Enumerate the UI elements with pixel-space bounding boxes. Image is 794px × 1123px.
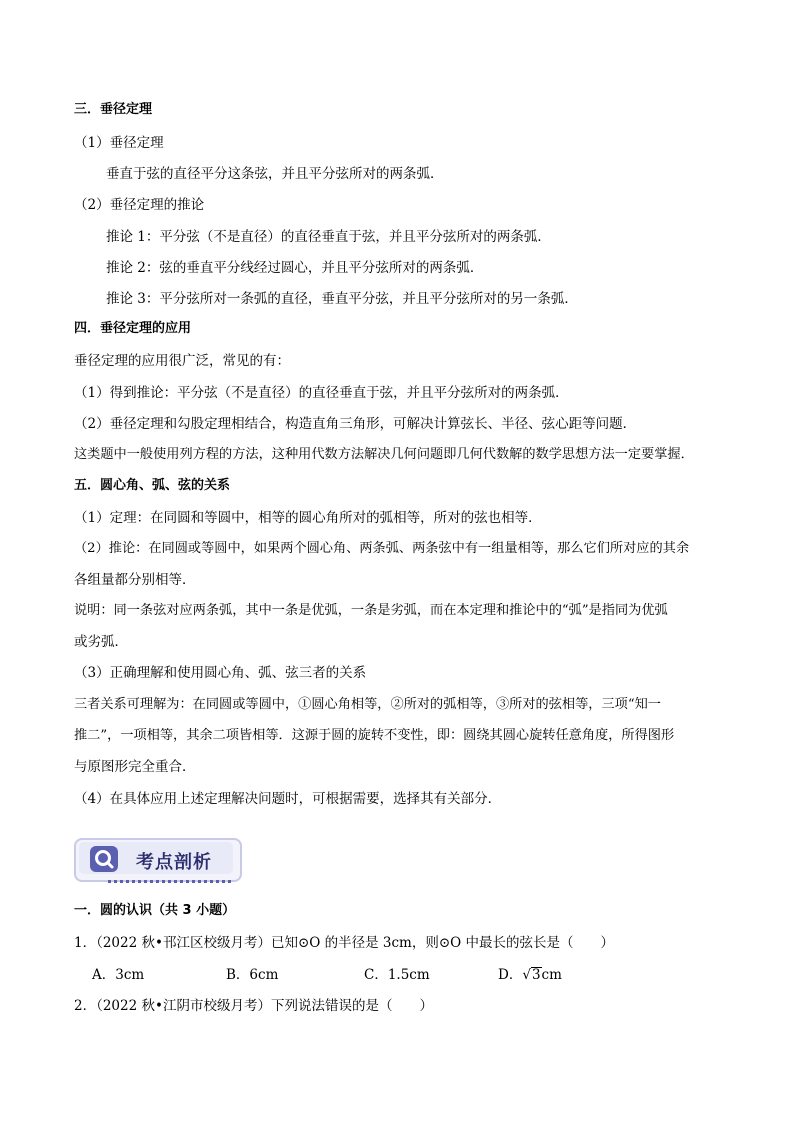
sqrt-symbol: √ xyxy=(522,967,531,983)
subheading-theorem: （1）垂径定理 xyxy=(74,135,164,151)
magnifier-icon xyxy=(88,844,122,874)
relation-understanding-line2: 推二”，一项相等，其余二项皆相等．这源于圆的旋转不变性，即：圆绕其圆心旋转任意角度，所得图形 xyxy=(74,728,675,743)
theorem-text: 垂直于弦的直径平分这条弦，并且平分弦所对的两条弧． xyxy=(106,166,444,182)
heading-angle-arc-chord: 五．圆心角、弧、弦的关系 xyxy=(74,478,231,493)
subheading-corollaries: （2）垂径定理的推论 xyxy=(74,197,205,213)
q1-option-d-unit: cm xyxy=(541,967,562,983)
heading-perpendicular-diameter-theorem: 三．垂径定理 xyxy=(74,102,153,117)
section-heading-circle: 一．圆的认识（共 3 小题） xyxy=(74,903,236,918)
explanation-line2: 或劣弧． xyxy=(74,634,128,650)
relation-theorem: （1）定理：在同圆和等圆中，相等的圆心角所对的弧相等，所对的弦也相等． xyxy=(74,510,542,526)
relation-understanding-line1: 三者关系可理解为：在同圆或等圆中，①圆心角相等，②所对的弧相等，③所对的弦相等，三项“知一 xyxy=(74,697,661,712)
heading-applications: 四．垂径定理的应用 xyxy=(74,321,192,336)
q1-option-c[interactable]: C．1.5cm xyxy=(364,967,430,983)
corollary-1: 推论 1：平分弦（不是直径）的直径垂直于弦，并且平分弦所对的两条弧． xyxy=(106,229,551,245)
q1-option-b[interactable]: B．6cm xyxy=(226,967,279,983)
q1-option-d-label: D． xyxy=(498,967,523,983)
corollary-2: 推论 2：弦的垂直平分线经过圆心，并且平分弦所对的两条弧． xyxy=(106,260,484,276)
application-2: （2）垂径定理和勾股定理相结合，构造直角三角形，可解决计算弦长、半径、弦心距等问题． xyxy=(74,416,637,432)
question-2: 2．（2022 秋•江阴市校级月考）下列说法错误的是（ ） xyxy=(74,998,433,1014)
question-1: 1．（2022 秋•邗江区校级月考）已知⊙O 的半径是 3cm，则⊙O 中最长的弦长是（ ） xyxy=(74,935,615,951)
relation-corollary-line1: （2）推论：在同圆或等圆中，如果两个圆心角、两条弧、两条弦中有一组量相等，那么它们所对应的其余 xyxy=(74,541,690,556)
analysis-badge xyxy=(74,836,242,884)
relation-understanding-heading: （3）正确理解和使用圆心角、弧、弦三者的关系 xyxy=(74,665,367,681)
relation-understanding-line3: 与原图形完全重合． xyxy=(74,759,196,775)
sqrt-radicand: 3 xyxy=(531,967,541,983)
applications-intro: 垂径定理的应用很广泛，常见的有： xyxy=(74,353,290,369)
application-1: （1）得到推论：平分弦（不是直径）的直径垂直于弦，并且平分弦所对的两条弧． xyxy=(74,385,569,401)
application-note: 这类题中一般使用列方程的方法，这种用代数方法解决几何问题即几何代数解的数学思想方法一定要掌握． xyxy=(74,447,694,462)
application-advice: （4）在具体应用上述定理解决问题时，可根据需要，选择其有关部分． xyxy=(74,791,502,807)
relation-corollary-line2: 各组量都分别相等． xyxy=(74,572,196,588)
q1-option-d[interactable] xyxy=(498,966,562,984)
q1-option-a[interactable]: A．3cm xyxy=(92,967,145,983)
badge-title: 考点剖析 xyxy=(136,852,212,873)
explanation-line1: 说明：同一条弦对应两条弧，其中一条是优弧，一条是劣弧，而在本定理和推论中的“弧”是指同为优弧 xyxy=(74,603,668,618)
badge-underline xyxy=(108,880,234,883)
corollary-3: 推论 3：平分弦所对一条弧的直径，垂直平分弦，并且平分弦所对的另一条弧． xyxy=(106,291,578,307)
